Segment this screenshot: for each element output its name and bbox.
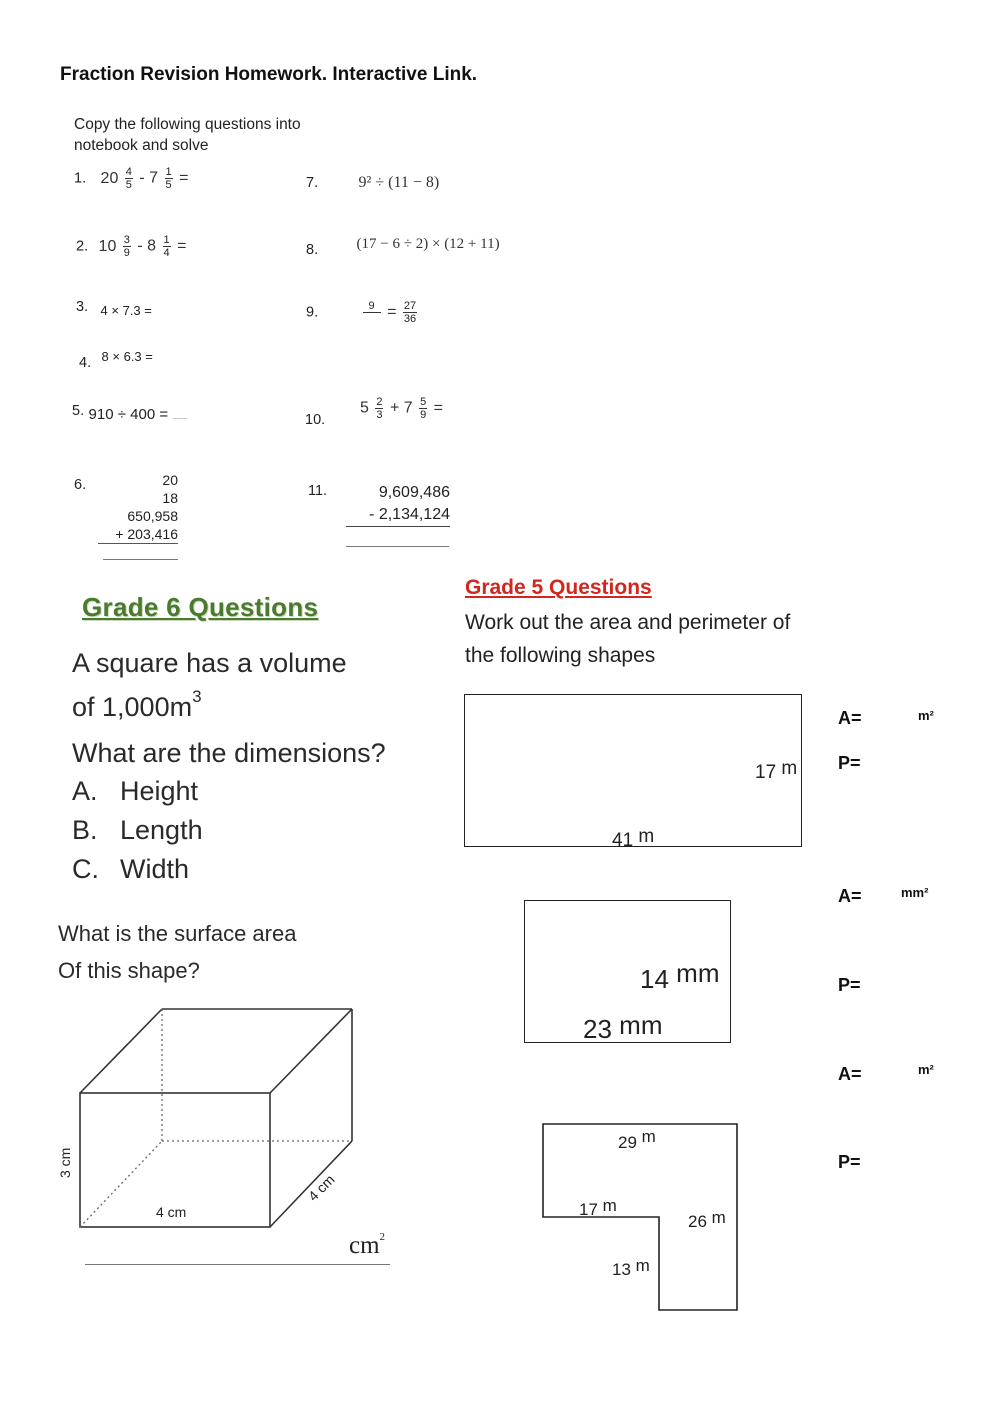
option-letter: A. [72,776,98,806]
top-label [618,1127,656,1152]
area-unit: mm² [901,885,929,900]
denominator: 5 [165,179,172,191]
inner-horizontal-label [579,1196,617,1219]
rectangle-shape-1 [464,694,802,847]
numerator: 9 [363,300,381,313]
instruction-line-1: Work out the area and perimeter of [465,611,791,634]
operator: - [139,169,145,187]
right-unit: m [711,1208,726,1227]
question-7 [306,174,439,192]
answer-line [85,1264,390,1265]
side-unit: mm [676,958,720,988]
denominator: 36 [403,313,417,325]
option-letter: B. [72,815,98,845]
cube-width-label: 4 cm [156,1204,187,1220]
answer-line [103,559,178,560]
operator: + [389,399,400,417]
perimeter-label: P= [838,975,861,995]
question-10 [360,396,443,421]
question-3 [76,298,152,316]
volume-question-line-1: A square has a volume [72,648,347,678]
grade-5-heading: Grade 5 Questions [465,576,652,599]
grade-5-instructions [465,606,790,672]
option-c [72,850,189,888]
question-8 [306,235,500,258]
question-number: 7. [306,175,319,191]
operator: - [137,237,143,255]
inner-horizontal-value: 17 [579,1200,598,1219]
denominator [370,313,373,325]
side-value: 14 [640,964,669,994]
top-unit: m [641,1127,656,1146]
area-label: A= [838,708,862,728]
volume-question-line-2 [72,682,202,726]
bottom-value: 23 [583,1014,612,1044]
question-number: 9. [306,304,319,321]
whole-number: 7 [403,399,413,417]
denominator: 9 [420,409,427,421]
denominator: 3 [376,409,383,421]
surface-question [58,917,438,987]
instruction-line-2: the following shapes [465,644,656,667]
question-number: 8. [306,242,319,258]
option-text: Height [120,776,199,806]
addend: 20 [162,472,178,488]
inner-horizontal-unit: m [602,1196,617,1215]
question-number: 5. [72,403,85,419]
fraction [403,300,417,325]
fraction [125,166,133,191]
page-title: Fraction Revision Homework. Interactive Link. [60,64,478,85]
question-number: 1. [74,170,87,187]
denominator: 4 [163,247,170,259]
minuend: 9,609,486 [378,484,450,501]
expression: 8 × 6.3 = [101,349,153,364]
whole-number: 5 [360,399,369,417]
column-subtraction [346,482,450,527]
answer-blank [173,418,187,419]
question-number: 2. [76,238,89,255]
bottom-unit: mm [619,1010,663,1040]
inner-vertical-label [612,1256,650,1279]
whole-number: 20 [100,169,119,187]
cube-depth-label: 4 cm [304,1171,338,1205]
instructions: Copy the following questions into notebook and solve [74,116,301,154]
question-9 [306,300,419,325]
exponent: 3 [192,687,202,706]
addend: 650,958 [127,508,178,524]
bottom-label [612,826,655,851]
question-1 [74,166,188,191]
unit-exponent: 2 [379,1230,386,1243]
numerator: 1 [163,234,170,246]
numerator: 5 [420,396,427,408]
equals-sign: = [387,303,397,321]
equals-sign: = [179,169,189,187]
cube-height-label: 3 cm [57,1147,73,1178]
cube-edge [270,1009,352,1093]
question-number: 6. [74,477,87,493]
fraction [123,234,131,259]
area-unit: m² [918,708,934,723]
area-label: A= [838,886,862,906]
numerator: 4 [125,166,132,178]
fraction [419,396,427,421]
fraction [363,300,381,325]
expression: 9² ÷ (11 − 8) [358,174,440,191]
area-label: A= [838,1064,862,1084]
column-addition [98,471,178,544]
whole-number: 10 [98,237,117,255]
unit-text: cm [349,1232,380,1259]
addend: + 203,416 [98,525,178,544]
surface-question-line-1: What is the surface area [58,921,297,946]
expression: 910 ÷ 400 = [88,406,169,423]
option-b [72,811,203,849]
side-label [755,758,798,784]
side-value: 17 [755,762,777,783]
dimensions-question: What are the dimensions? [72,738,386,768]
numerator: 2 [376,396,383,408]
right-label [688,1208,726,1231]
numerator: 27 [403,300,417,312]
side-label [640,958,720,994]
question-4 [79,348,153,371]
inner-vertical-value: 13 [612,1260,631,1279]
question-number: 4. [79,355,92,371]
option-text: Length [120,815,203,845]
question-number: 10. [305,412,326,428]
question-number: 11. [308,483,328,499]
question-number: 3. [76,299,89,315]
perimeter-label: P= [838,753,861,773]
fraction [375,396,383,421]
subtrahend: - 2,134,124 [346,504,450,527]
answer-unit [349,1232,385,1260]
question-2 [76,234,186,259]
side-unit: m [781,758,798,779]
equals-sign: = [433,399,444,417]
perimeter-label: P= [838,1152,861,1172]
cube-edge [80,1009,162,1093]
expression: 4 × 7.3 = [100,303,152,318]
denominator: 9 [123,247,130,259]
fraction [165,166,173,191]
addend: 18 [162,490,178,506]
equals-sign: = [177,237,187,255]
volume-value: of 1,000m [72,692,193,722]
top-value: 29 [618,1133,637,1152]
fraction [163,234,171,259]
hidden-edge [80,1141,162,1227]
bottom-label [583,1010,663,1044]
numerator: 3 [123,234,130,246]
denominator: 5 [125,179,132,191]
option-a [72,772,198,810]
inner-vertical-unit: m [635,1256,650,1275]
numerator: 1 [165,166,172,178]
bottom-unit: m [638,826,655,847]
option-letter: C. [72,854,99,884]
answer-line [346,546,449,547]
cube-edge [270,1141,352,1227]
cube-diagram [50,1000,410,1240]
bottom-value: 41 [612,830,634,851]
question-5 [72,403,187,424]
area-unit: m² [918,1062,934,1077]
right-value: 26 [688,1212,707,1231]
surface-question-line-2: Of this shape? [58,958,200,983]
expression: (17 − 6 ÷ 2) × (12 + 11) [356,236,500,252]
grade-6-heading: Grade 6 Questions [82,592,319,622]
whole-number: 7 [149,169,159,187]
whole-number: 8 [147,237,157,255]
option-text: Width [120,854,190,884]
